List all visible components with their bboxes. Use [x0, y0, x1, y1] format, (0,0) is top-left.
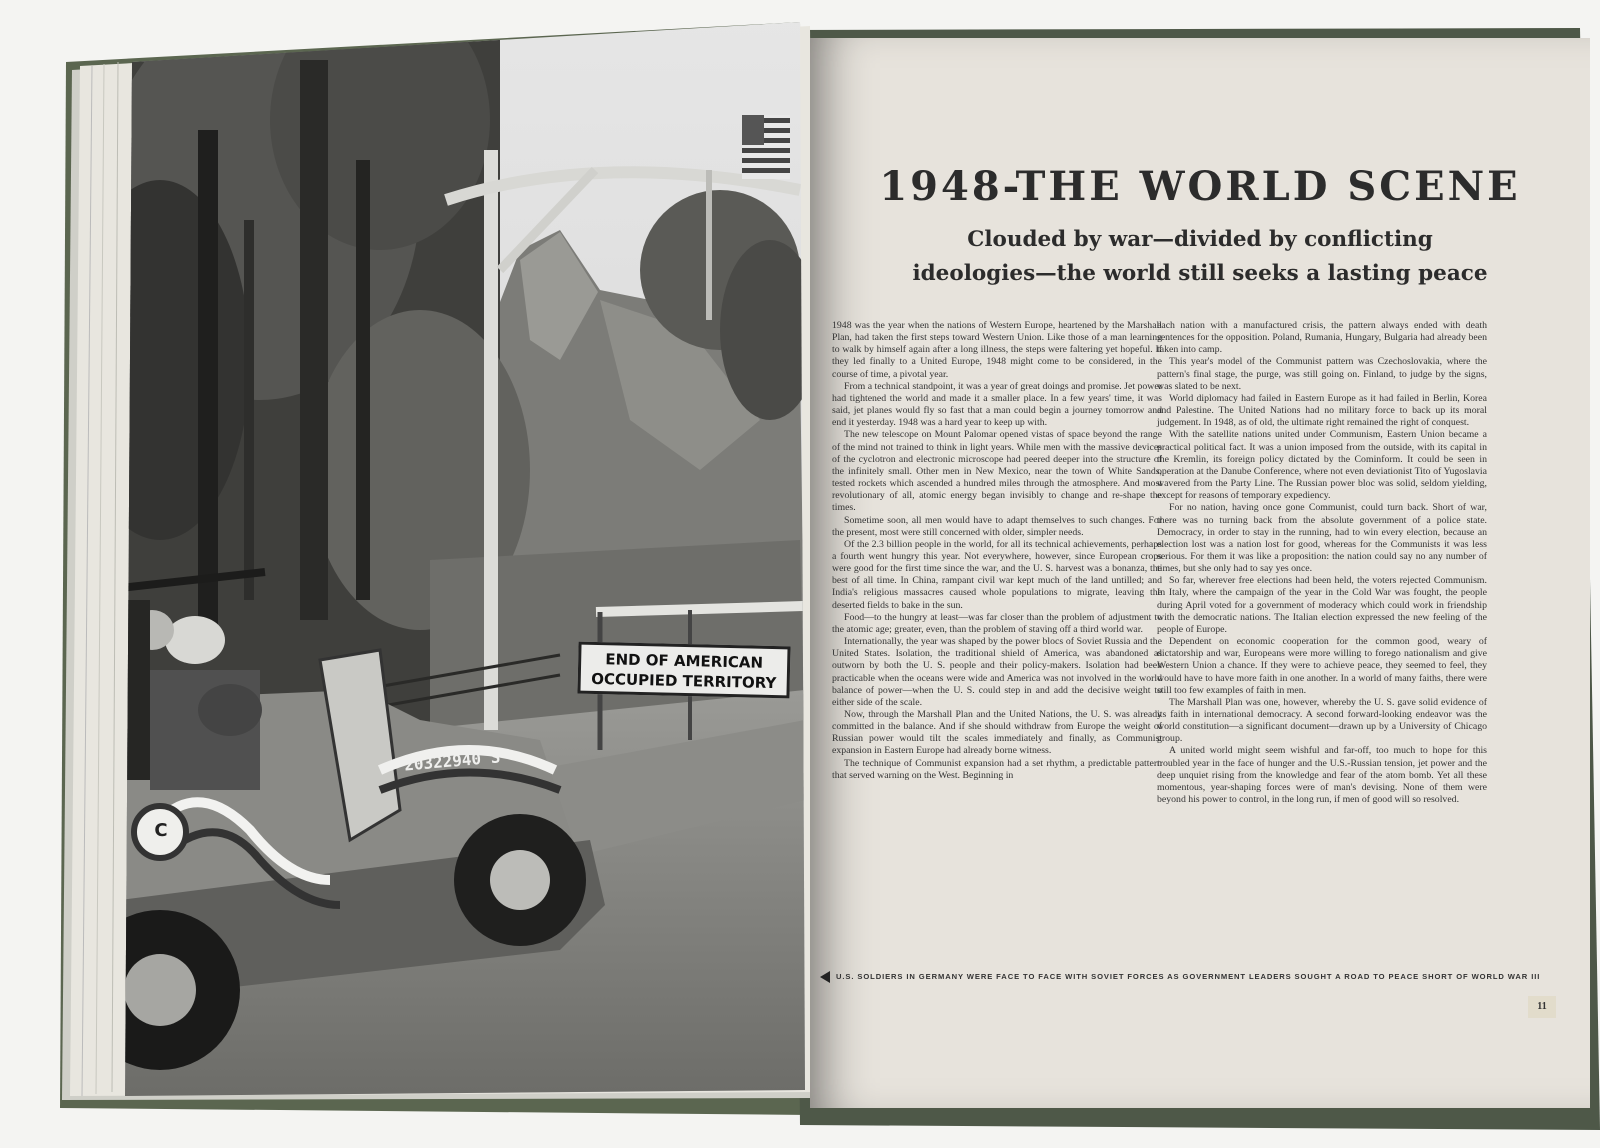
paragraph: The new telescope on Mount Palomar opened vistas of space beyond the range of the mind not trained to think in light years. While men with the massive devices of the cyclotron and electronic microscope had peered deeper into the structure of the infinitely small. Other men in New Mexico, near the town of White Sands, tested rockets which ascended a hundred miles through the atmosphere. And most revolutionary of all, atomic energy began invisibly to change and re-shape the times. [832, 429, 1162, 514]
page-number: 11 [1528, 996, 1556, 1018]
paragraph: A united world might seem wishful and far-off, too much to hope for this troubled year in the face of hunger and the U.S.-Russian tension, jet power and the deep unquiet rising from the knowledge and fear of the atom bomb. Yet all these momentous, year-shaping forces were of man's devising. None of them were beyond his power to control, in the long run, if men of good will so resolved. [1157, 745, 1487, 806]
paragraph: Sometime soon, all men would have to adapt themselves to such changes. For the present, most were still concerned with older, simpler needs. [832, 514, 1162, 538]
article-column-left [832, 320, 1162, 782]
paragraph: The technique of Communist expansion had a set rhythm, a predictable pattern that served warning on the West. Beginning in [832, 757, 1162, 781]
paragraph: Dependent on economic cooperation for the common good, weary of dictatorship and war, Europeans were more willing to forego nationalism and give Western Union a chance. If they were to achieve peace, they seemed to feel, they would have to have more faith in one another. In a world of many faiths, there were still too few examples of faith in men. [1157, 636, 1487, 696]
subhead-line-2: ideologies—the world still seeks a lasting peace [912, 261, 1488, 286]
article-headline: 1948-THE WORLD SCENE [879, 163, 1521, 210]
paragraph: each nation with a manufactured crisis, the pattern always ended with death sentences for the opposition. Poland, Rumania, Hungary, Bulgaria had already been taken into camp. [1157, 320, 1487, 356]
caption-arrow-icon [820, 971, 830, 983]
photo-caption [820, 971, 1541, 983]
paragraph: Food—to the hungry at least—was far closer than the problem of adjustment to the atomic age; greater, even, than the problem of staving off a third world war. [832, 611, 1162, 635]
paragraph: The Marshall Plan was one, however, whereby the U. S. gave solid evidence of its faith in international democracy. A second forward-looking endeavor was the world constitution—a significant document—drawn up by a University of Chicago group. [1157, 696, 1487, 745]
paragraph: So far, wherever free elections had been held, the voters rejected Communism. In Italy, where the campaign of the year in the Cold War was fought, the people during April voted for a government of moderacy which could work in friendship with the democratic nations. The Italian election expressed the new feeling of the people of Europe. [1157, 575, 1487, 635]
right-page [810, 38, 1590, 1108]
caption-text: U.S. SOLDIERS IN GERMANY WERE FACE TO FACE WITH SOVIET FORCES AS GOVERNMENT LEADERS SOUGHT A ROAD TO PEACE SHORT OF WORLD WAR III [836, 972, 1541, 981]
jeep-number: 20322940 S [403, 747, 502, 775]
article-subhead [850, 223, 1550, 291]
paragraph: For no nation, having once gone Communist, could turn back. Short of war, there was no turning back from the absolute government of a police state. Democracy, in order to stay in the running, had to win every election, because an election lost was a nation lost for good, whereas for the Communists it was less serious. For them it was like a proposition: the nation could say no any number of times, but she only had to say yes once. [1157, 502, 1487, 575]
photo-sign [577, 642, 790, 699]
article-column-right [1157, 320, 1487, 806]
paragraph: 1948 was the year when the nations of Western Europe, heartened by the Marshall Plan, had taken the first steps toward Western Union. Like those of a man learning to walk by himself again after a long illness, the steps were faltering yet hopeful. If they led finally to a United Europe, 1948 might come to be considered, in the course of time, a pivotal year. [832, 320, 1162, 380]
paragraph: Now, through the Marshall Plan and the United Nations, the U. S. was already committed in the balance. And if she should withdraw from Europe the weight of Russian power would tilt the scales immediately and finally, as Communist expansion in Eastern Europe had already borne witness. [832, 709, 1162, 757]
paragraph: Of the 2.3 billion people in the world, for all its technical achievements, perhaps a fourth went hungry this year. Not everywhere, however, since European crops were good for the first time since the war, and the U. S. harvest was a bonanza, the best of all time. In China, rampant civil war kept much of the land untilled; and India's religious massacres caused whole populations to migrate, leaving the deserted fields to bake in the sun. [832, 538, 1162, 611]
paragraph: Internationally, the year was shaped by the power blocs of Soviet Russia and the United States. Isolation, the traditional shield of America, was abandoned as outworn by both the U. S. people and their policy-makers. Isolation had been practicable when the oceans were wide and America was not involved in the world balance of power—when the U. S. could step in and add the decisive weight to either side of the scale. [832, 636, 1162, 708]
subhead-line-1: Clouded by war—divided by conflicting [967, 227, 1433, 252]
jeep-emblem: C [154, 820, 168, 841]
paragraph: With the satellite nations united under Communism, Eastern Union became a practical political fact. It was a union imposed from the outside, with its capital in the Kremlin, its foreign policy dictated by the Cominform. It could be seen in operation at the Danube Conference, where not even deviationist Tito of Yugoslavia wavered from the Party Line. The Russian power bloc was solid, seldom yielding, except for reasons of temporary expediency. [1157, 429, 1487, 502]
paragraph: This year's model of the Communist pattern was Czechoslovakia, where the pattern's final stage, the purge, was still going on. Finland, to judge by the signs, was slated to be next. [1157, 356, 1487, 392]
sign-line-2: OCCUPIED TERRITORY [590, 669, 777, 693]
paragraph: From a technical standpoint, it was a year of great doings and promise. Jet power had tightened the world and made it a smaller place. In a few years' time, it was said, jet planes would fly so fast that a man could begin a journey tomorrow and end it yesterday. 1948 was a hard year to keep up with. [832, 380, 1162, 429]
sign-line-1: END OF AMERICAN [605, 650, 764, 672]
paragraph: World diplomacy had failed in Eastern Europe as it had failed in Berlin, Korea and Palestine. The United Nations had no military force to back up its moral judgement. In 1948, as of old, the ultimate right remained the right of conquest. [1157, 392, 1487, 429]
